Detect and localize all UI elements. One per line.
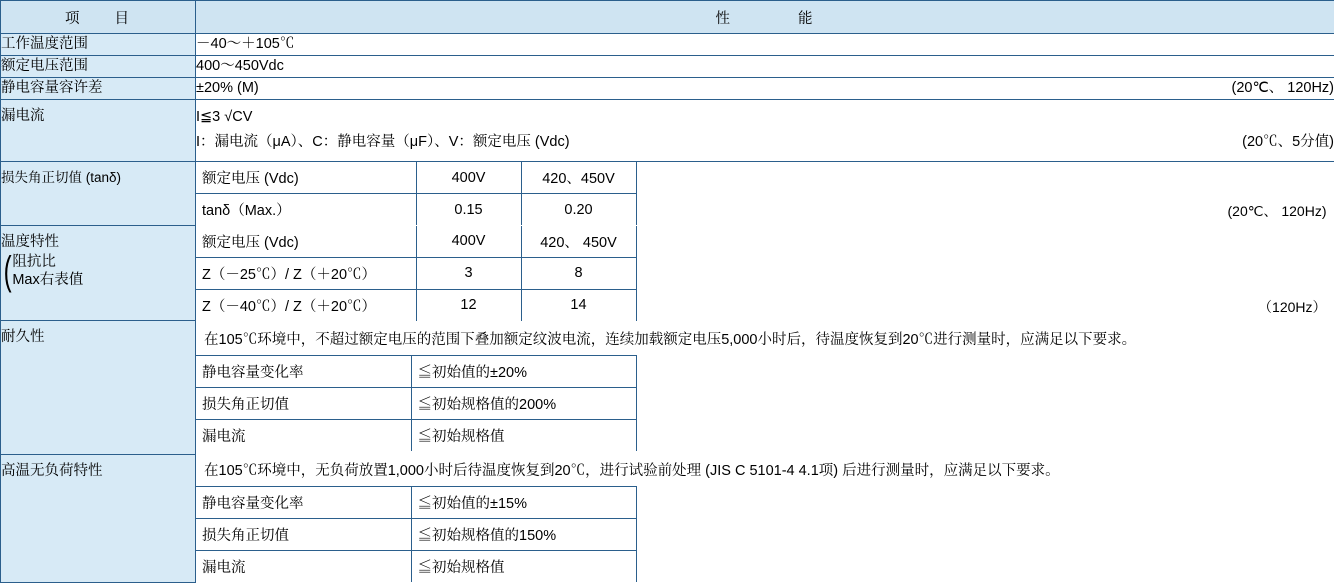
table-row [1,100,1334,162]
temp-char-note: （120Hz） [1258,297,1334,317]
tc-head-voltage: 额定电压 (Vdc) [196,226,416,258]
table-row [1,321,1334,455]
tc-row1-label: Z（－25℃）/ Z（＋20℃） [196,257,416,289]
row-value-capacitance-tolerance [196,78,1334,100]
tan-delta-block [196,162,1334,225]
row-value-endurance [196,321,1334,455]
tan-delta-inner-table [196,162,637,225]
temp-char-note-area [637,226,1334,321]
row-value-temp-characteristics [196,226,1334,321]
high-temp-item-0-value: ≦初始值的±15% [411,487,636,519]
row-value-high-temp-no-load [196,455,1334,583]
tan-value-400: 0.15 [416,194,521,226]
row-value-temp-range: －40～＋105℃ [196,34,1334,56]
endurance-item-1-name: 损失角正切值 [196,388,411,420]
tc-row2-label: Z（－40℃）/ Z（＋20℃） [196,289,416,321]
row-label-capacitance-tolerance: 静电容量容许差 [1,78,196,100]
table-row [196,194,636,226]
row-label-leakage-current: 漏电流 [1,100,196,162]
row-label-voltage-range: 额定电压范围 [1,56,196,78]
table-row [1,455,1334,583]
temp-char-sub2: Max右表值 [12,271,83,289]
high-temp-item-2-value: ≦初始规格值 [411,551,636,583]
capacitance-tolerance-note: (20℃、 120Hz) [1219,78,1334,99]
table-row [196,356,636,388]
tc-row2-420-450: 14 [521,289,636,321]
header-item: 项 目 [1,1,196,34]
endurance-item-2-value: ≦初始规格值 [411,420,636,452]
tc-col-400: 400V [416,226,521,258]
row-label-endurance: 耐久性 [1,321,196,455]
table-row [196,226,636,258]
high-temp-item-0-name: 静电容量变化率 [196,487,411,519]
table-row [196,257,636,289]
tan-head-voltage: 额定电压 (Vdc) [196,162,416,194]
table-row [196,487,636,519]
row-label-high-temp-no-load: 高温无负荷特性 [1,455,196,583]
high-temp-item-1-name: 损失角正切值 [196,519,411,551]
temp-char-inner-table [196,226,637,321]
row-label-temp-range: 工作温度范围 [1,34,196,56]
endurance-item-2-name: 漏电流 [196,420,411,452]
table-row [196,551,636,583]
table-row [196,420,636,452]
leakage-formula: I≦3 √CV [196,107,1334,132]
table-row [196,162,636,194]
endurance-item-0-name: 静电容量变化率 [196,356,411,388]
table-header-row [1,1,1334,34]
temp-char-block [196,226,1334,321]
tc-col-420-450: 420、 450V [521,226,636,258]
tan-value-420-450: 0.20 [521,194,636,226]
row-value-leakage-current [196,100,1334,162]
leakage-note: (20℃、5分值) [1230,132,1334,153]
tc-row2-400: 12 [416,289,521,321]
row-value-voltage-range: 400～450Vdc [196,56,1334,78]
table-row [1,56,1334,78]
table-row [196,519,636,551]
table-row [196,289,636,321]
tan-col-400: 400V [416,162,521,194]
temp-char-title: 温度特性 [1,233,195,253]
high-temp-item-2-name: 漏电流 [196,551,411,583]
capacitance-tolerance-value: ±20% (M) [196,80,259,96]
row-label-temp-characteristics [1,226,196,321]
row-label-tan-delta: 损失角正切值 (tanδ) [1,162,196,226]
tan-row-label: tanδ（Max.） [196,194,416,226]
header-performance: 性 能 [196,1,1334,34]
endurance-item-0-value: ≦初始值的±20% [411,356,636,388]
tan-delta-note-area [637,162,1334,225]
leakage-legend-line [196,132,1334,153]
high-temp-paragraph: 在105℃环境中，无负荷放置1,000小时后待温度恢复到20℃，进行试验前处理 (JIS C 5101-4 4.1项) 后进行测量时，应满足以下要求。 [196,455,1334,487]
endurance-paragraph: 在105℃环境中，不超过额定电压的范围下叠加额定纹波电流，连续加载额定电压5,000小时后，待温度恢复到20℃进行测量时，应满足以下要求。 [196,324,1334,356]
table-row [1,162,1334,226]
tan-col-420-450: 420、450V [521,162,636,194]
row-value-tan-delta [196,162,1334,226]
table-row [1,34,1334,56]
tc-row1-420-450: 8 [521,257,636,289]
temp-char-brace-group [1,253,195,289]
leakage-legend: I：漏电流（μA）、C：静电容量（μF）、V：额定电压 (Vdc) [196,134,570,150]
high-temp-item-1-value: ≦初始规格值的150% [411,519,636,551]
table-row [196,388,636,420]
tc-row1-400: 3 [416,257,521,289]
tan-delta-note: (20℃、 120Hz) [1228,201,1334,221]
endurance-item-1-value: ≦初始规格值的200% [411,388,636,420]
table-row [1,78,1334,100]
endurance-items-table [196,355,637,451]
high-temp-items-table [196,486,637,582]
brace-icon: ( [4,255,12,287]
table-row [1,226,1334,321]
temp-char-sub1: 阻抗比 [12,253,83,271]
